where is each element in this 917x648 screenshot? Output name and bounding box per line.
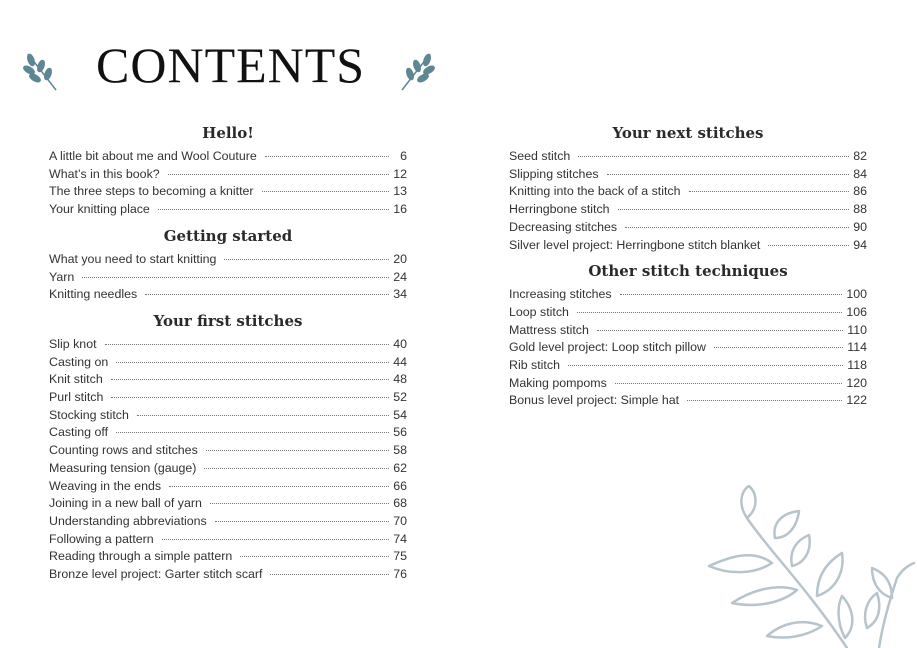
toc-entry[interactable]	[49, 201, 407, 219]
dot-leader	[262, 191, 389, 192]
section-title: Hello!	[202, 124, 254, 142]
dot-leader	[169, 486, 389, 487]
dot-leader	[689, 191, 849, 192]
toc-entry[interactable]	[509, 304, 867, 322]
dot-leader	[625, 227, 849, 228]
toc-entry-label: Making pompoms	[509, 375, 607, 390]
dot-leader	[224, 259, 389, 260]
dot-leader	[607, 174, 849, 175]
dot-leader	[111, 379, 389, 380]
toc-entry[interactable]	[49, 460, 407, 478]
toc-entry[interactable]	[49, 183, 407, 201]
toc-page-number: 48	[393, 372, 407, 387]
page-title: CONTENTS	[96, 37, 366, 93]
dot-leader	[206, 450, 389, 451]
section-title: Your next stitches	[612, 124, 764, 142]
toc-entry[interactable]	[509, 339, 867, 357]
dot-leader	[215, 521, 389, 522]
toc-entry-label: Bronze level project: Garter stitch scarf	[49, 567, 263, 582]
toc-entry[interactable]	[49, 548, 407, 566]
toc-page-number: 110	[847, 322, 867, 337]
toc-entry[interactable]	[49, 424, 407, 442]
dot-leader	[137, 415, 389, 416]
toc-entry-label: Decreasing stitches	[509, 219, 618, 234]
toc-entry[interactable]	[509, 166, 867, 184]
dot-leader	[145, 294, 389, 295]
toc-entry-label: A little bit about me and Wool Couture	[49, 149, 257, 163]
toc-page-number: 88	[853, 202, 867, 217]
dot-leader	[618, 209, 849, 210]
toc-page-number: 100	[846, 287, 867, 302]
toc-entry[interactable]	[49, 286, 407, 304]
toc-entry[interactable]	[509, 375, 867, 393]
toc-section-your-next-stitches	[509, 122, 867, 254]
toc-page-number: 75	[393, 549, 407, 564]
toc-entry-label: The three steps to becoming a knitter	[49, 184, 254, 199]
toc-entry-label: Weaving in the ends	[49, 478, 162, 493]
toc-entry-label: Yarn	[49, 269, 75, 284]
section-title: Other stitch techniques	[588, 262, 788, 281]
toc-entry[interactable]	[509, 286, 867, 304]
toc-entry-label: Stocking stitch	[49, 407, 129, 422]
toc-page-number: 74	[393, 531, 407, 546]
toc-page-number: 70	[393, 513, 407, 528]
contents-left-column	[49, 122, 407, 590]
toc-entry[interactable]	[49, 354, 407, 372]
toc-entry-label: Purl stitch	[49, 390, 104, 405]
dot-leader	[168, 174, 389, 175]
dot-leader	[615, 383, 843, 384]
dot-leader	[714, 347, 843, 348]
toc-entry[interactable]	[509, 322, 867, 340]
toc-entry-label: Knitting into the back of a stitch	[509, 184, 681, 199]
toc-entry-label: Reading through a simple pattern	[49, 549, 233, 564]
toc-entry-label: Silver level project: Herringbone stitch blanket	[509, 237, 761, 252]
toc-page-number: 12	[393, 166, 407, 181]
dot-leader	[265, 156, 389, 157]
dot-leader	[111, 397, 389, 398]
toc-page-number: 94	[853, 237, 867, 252]
toc-section-your-first-stitches	[49, 310, 407, 584]
section-title: Your first stitches	[153, 311, 303, 330]
dot-leader	[768, 245, 849, 246]
toc-entry[interactable]	[49, 442, 407, 460]
section-title: Getting started	[163, 226, 293, 245]
toc-entry[interactable]	[49, 566, 407, 584]
toc-entry[interactable]	[509, 148, 867, 166]
toc-page-number: 76	[393, 567, 407, 582]
toc-page-number: 6	[400, 149, 407, 163]
dot-leader	[620, 294, 843, 295]
toc-entry[interactable]	[49, 166, 407, 184]
toc-entry[interactable]	[49, 407, 407, 425]
toc-entry[interactable]	[509, 219, 867, 237]
toc-entry[interactable]	[509, 392, 867, 410]
toc-entry-label: Loop stitch	[509, 304, 569, 319]
dot-leader	[158, 209, 389, 210]
toc-page-number: 54	[393, 407, 407, 422]
dot-leader	[105, 344, 389, 345]
toc-page-number: 118	[847, 358, 867, 373]
toc-page-number: 40	[393, 336, 407, 351]
toc-entry[interactable]	[49, 371, 407, 389]
toc-page-number: 62	[393, 460, 407, 475]
toc-entry-label: Counting rows and stitches	[49, 443, 198, 458]
toc-entry[interactable]	[49, 513, 407, 531]
toc-entry-label: What’s in this book?	[49, 166, 160, 181]
toc-page-number: 34	[393, 287, 407, 302]
toc-entry[interactable]	[49, 251, 407, 269]
toc-page-number: 13	[393, 184, 407, 199]
toc-entry-label: Knitting needles	[49, 287, 138, 302]
toc-entry-label: Seed stitch	[509, 149, 571, 163]
toc-entry-label: Measuring tension (gauge)	[49, 460, 197, 475]
toc-entry-label: Your knitting place	[49, 202, 150, 217]
toc-page-number: 82	[853, 149, 867, 163]
toc-entry[interactable]	[509, 201, 867, 219]
contents-right-column	[509, 122, 867, 416]
toc-page-number: 44	[393, 354, 407, 369]
dot-leader	[116, 432, 389, 433]
toc-page-number: 56	[393, 425, 407, 440]
toc-entry[interactable]	[509, 237, 867, 255]
dot-leader	[568, 365, 843, 366]
toc-entry-label: Understanding abbreviations	[49, 513, 207, 528]
dot-leader	[687, 400, 842, 401]
toc-entry-label: Casting off	[49, 425, 109, 440]
leaf-sprig-icon	[22, 50, 60, 92]
toc-page-number: 120	[846, 375, 867, 390]
dot-leader	[204, 468, 389, 469]
leafy-branch-illustration	[697, 478, 917, 648]
dot-leader	[210, 503, 389, 504]
toc-page-number: 90	[853, 219, 867, 234]
dot-leader	[578, 156, 849, 157]
dot-leader	[82, 277, 389, 278]
toc-page-number: 24	[393, 269, 407, 284]
toc-entry-label: Herringbone stitch	[509, 202, 610, 217]
toc-page-number: 106	[846, 304, 867, 319]
leaf-sprig-icon	[398, 50, 436, 92]
toc-entry-label: Slipping stitches	[509, 166, 599, 181]
dot-leader	[240, 556, 389, 557]
toc-section-getting-started	[49, 225, 407, 304]
dot-leader	[577, 312, 842, 313]
toc-entry[interactable]	[49, 336, 407, 354]
toc-entry-label: Mattress stitch	[509, 322, 589, 337]
toc-entry[interactable]	[509, 183, 867, 201]
toc-page-number: 16	[393, 202, 407, 217]
toc-page-number: 58	[393, 443, 407, 458]
toc-entry-label: Following a pattern	[49, 531, 154, 546]
toc-entry-label: Increasing stitches	[509, 287, 612, 302]
toc-entry[interactable]	[49, 389, 407, 407]
toc-section-other-stitch-techniques	[509, 260, 867, 410]
toc-entry-label: Rib stitch	[509, 358, 560, 373]
toc-entry-label: Slip knot	[49, 336, 97, 351]
dot-leader	[116, 362, 389, 363]
toc-entry[interactable]	[49, 148, 407, 166]
toc-page-number: 122	[846, 393, 867, 408]
toc-entry[interactable]	[49, 531, 407, 549]
toc-entry-label: Casting on	[49, 354, 109, 369]
toc-entry-label: Knit stitch	[49, 372, 103, 387]
dot-leader	[162, 539, 389, 540]
toc-section-hello	[49, 122, 407, 219]
toc-page-number: 52	[393, 390, 407, 405]
toc-page-number: 66	[393, 478, 407, 493]
toc-entry[interactable]	[509, 357, 867, 375]
toc-page-number: 86	[853, 184, 867, 199]
toc-entry[interactable]	[49, 269, 407, 287]
toc-entry-label: Gold level project: Loop stitch pillow	[509, 340, 706, 355]
toc-page-number: 114	[847, 340, 867, 355]
toc-page-number: 84	[853, 166, 867, 181]
dot-leader	[270, 574, 389, 575]
toc-entry[interactable]	[49, 478, 407, 496]
toc-entry-label: Bonus level project: Simple hat	[509, 393, 680, 408]
dot-leader	[597, 330, 843, 331]
toc-page-number: 20	[393, 251, 407, 266]
toc-entry-label: Joining in a new ball of yarn	[49, 496, 202, 511]
toc-page-number: 68	[393, 496, 407, 511]
toc-entry[interactable]	[49, 495, 407, 513]
toc-entry-label: What you need to start knitting	[49, 251, 217, 266]
